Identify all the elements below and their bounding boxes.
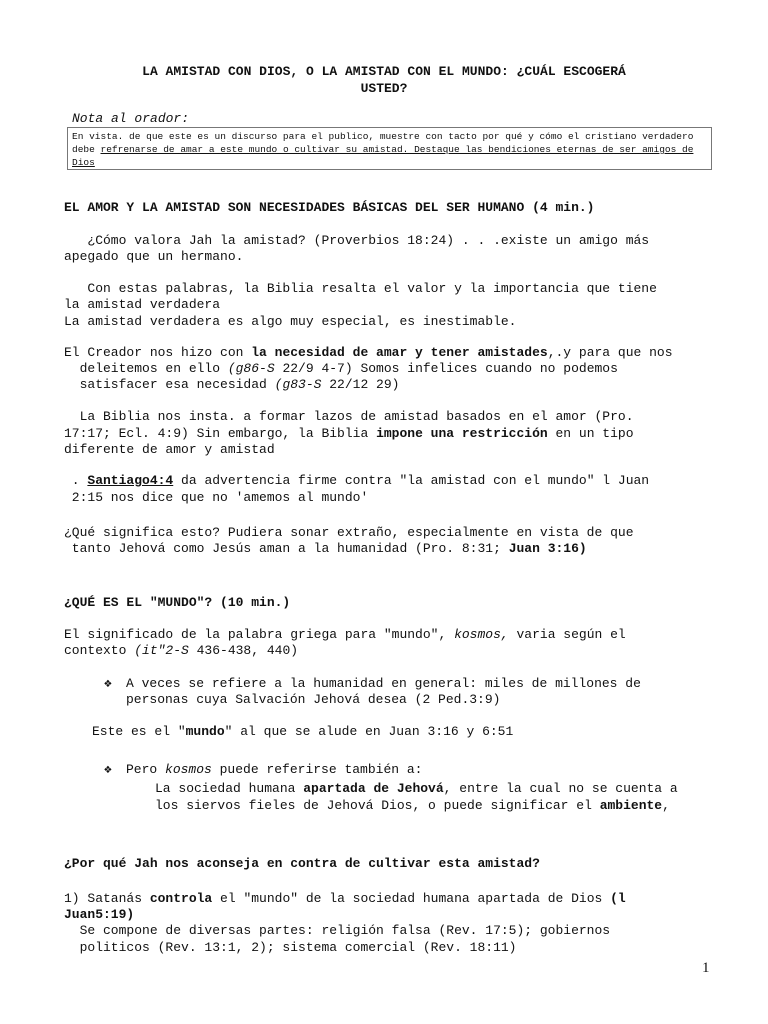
paragraph-line: contexto (it"2-S 436-438, 440) — [64, 643, 299, 658]
paragraph-line: apegado que un hermano. — [64, 249, 244, 264]
paragraph-line: Con estas palabras, la Biblia resalta el valor y la importancia que tiene — [64, 281, 657, 296]
paragraph-line: ¿Qué significa esto? Pudiera sonar extraño, especialmente en vista de que — [64, 525, 634, 540]
emphasis: impone una restricción — [376, 426, 548, 441]
paragraph-line: 2:15 nos dice que no 'amemos al mundo' — [64, 490, 369, 505]
emphasis: ambiente — [599, 798, 663, 813]
emphasis: mundo — [185, 724, 225, 739]
bullet-icon: ❖ — [104, 762, 112, 777]
note-text-underlined: refrenarse de amar a este mundo o cultivar su amistad. Destaque las bendiciones eternas de ser amigos de Dios — [72, 144, 694, 168]
paragraph-line: El Creador nos hizo con la necesidad de amar y tener amistades,.y para que nos — [64, 345, 673, 360]
speaker-note-box — [67, 127, 712, 170]
paragraph-line: ¿Cómo valora Jah la amistad? (Proverbios 18:24) . . .existe un amigo más — [64, 233, 650, 248]
bullet-text-line: Pero kosmos puede referirse también a: — [126, 762, 423, 777]
paragraph-line: tanto Jehová como Jesús aman a la humanidad (Pro. 8:31; Juan 3:16) — [64, 541, 587, 556]
paragraph-line: politicos (Rev. 13:1, 2); sistema comercial (Rev. 18:11) — [64, 940, 517, 955]
paragraph-line: . Santiago4:4 da advertencia firme contra "la amistad con el mundo" l Juan — [64, 473, 650, 488]
paragraph-line: La sociedad humana apartada de Jehová, entre la cual no se cuenta a — [155, 781, 678, 796]
paragraph-line: El significado de la palabra griega para "mundo", kosmos, varia según el — [64, 627, 626, 642]
paragraph-line: la amistad verdadera — [64, 297, 221, 312]
paragraph-line: Juan5:19) — [64, 907, 135, 922]
paragraph-line: 17:17; Ecl. 4:9) Sin embargo, la Biblia impone una restricción en un tipo — [64, 426, 634, 441]
emphasis: Juan 3:16) — [508, 541, 587, 556]
section-heading-3: ¿Por qué Jah nos aconseja en contra de cultivar esta amistad? — [64, 856, 540, 871]
bullet-icon: ❖ — [104, 676, 112, 691]
paragraph-line: Este es el "mundo" al que se alude en Juan 3:16 y 6:51 — [92, 724, 514, 739]
page-number: 1 — [702, 960, 710, 976]
emphasis: apartada de Jehová — [303, 781, 444, 796]
emphasis: la necesidad de amar y tener amistades — [251, 345, 548, 360]
paragraph-line: deleitemos en ello (g86-S 22/9 4-7) Somos infelices cuando no podemos — [64, 361, 618, 376]
bullet-text-line: personas cuya Salvación Jehová desea (2 Ped.3:9) — [126, 692, 501, 707]
paragraph-line: Se compone de diversas partes: religión falsa (Rev. 17:5); gobiernos — [64, 923, 611, 938]
citation: (g83-S — [274, 377, 322, 392]
paragraph-line: La amistad verdadera es algo muy especial, es inestimable. — [64, 314, 517, 329]
citation: (it"2-S — [134, 643, 189, 658]
paragraph-line: La Biblia nos insta. a formar lazos de amistad basados en el amor (Pro. — [64, 409, 634, 424]
emphasis: controla — [149, 891, 213, 906]
section-heading-1: EL AMOR Y LA AMISTAD SON NECESIDADES BÁSICAS DEL SER HUMANO (4 min.) — [64, 200, 595, 215]
paragraph-line: los siervos fieles de Jehová Dios, o puede significar el ambiente, — [155, 798, 670, 813]
paragraph-line: satisfacer esa necesidad (g83-S 22/12 29) — [64, 377, 400, 392]
note-label: Nota al orador: — [72, 111, 190, 126]
paragraph-line: 1) Satanás controla el "mundo" de la sociedad humana apartada de Dios (l — [64, 891, 626, 906]
note-text-plain: En vista. de que este es un discurso para el publico, muestre con tacto por qué y cómo el cristiano verdadero debe — [72, 131, 694, 155]
section-heading-2: ¿QUÉ ES EL "MUNDO"? (10 min.) — [64, 595, 291, 610]
citation: (g86-S — [227, 361, 275, 376]
bullet-text-line: A veces se refiere a la humanidad en general: miles de millones de — [126, 676, 641, 691]
title-line-2: USTED? — [360, 81, 408, 96]
scripture-reference: Santiago4:4 — [87, 473, 174, 488]
paragraph-line: diferente de amor y amistad — [64, 442, 275, 457]
title-line-1: LA AMISTAD CON DIOS, O LA AMISTAD CON EL MUNDO: ¿CUÁL ESCOGERÁ — [142, 64, 626, 79]
